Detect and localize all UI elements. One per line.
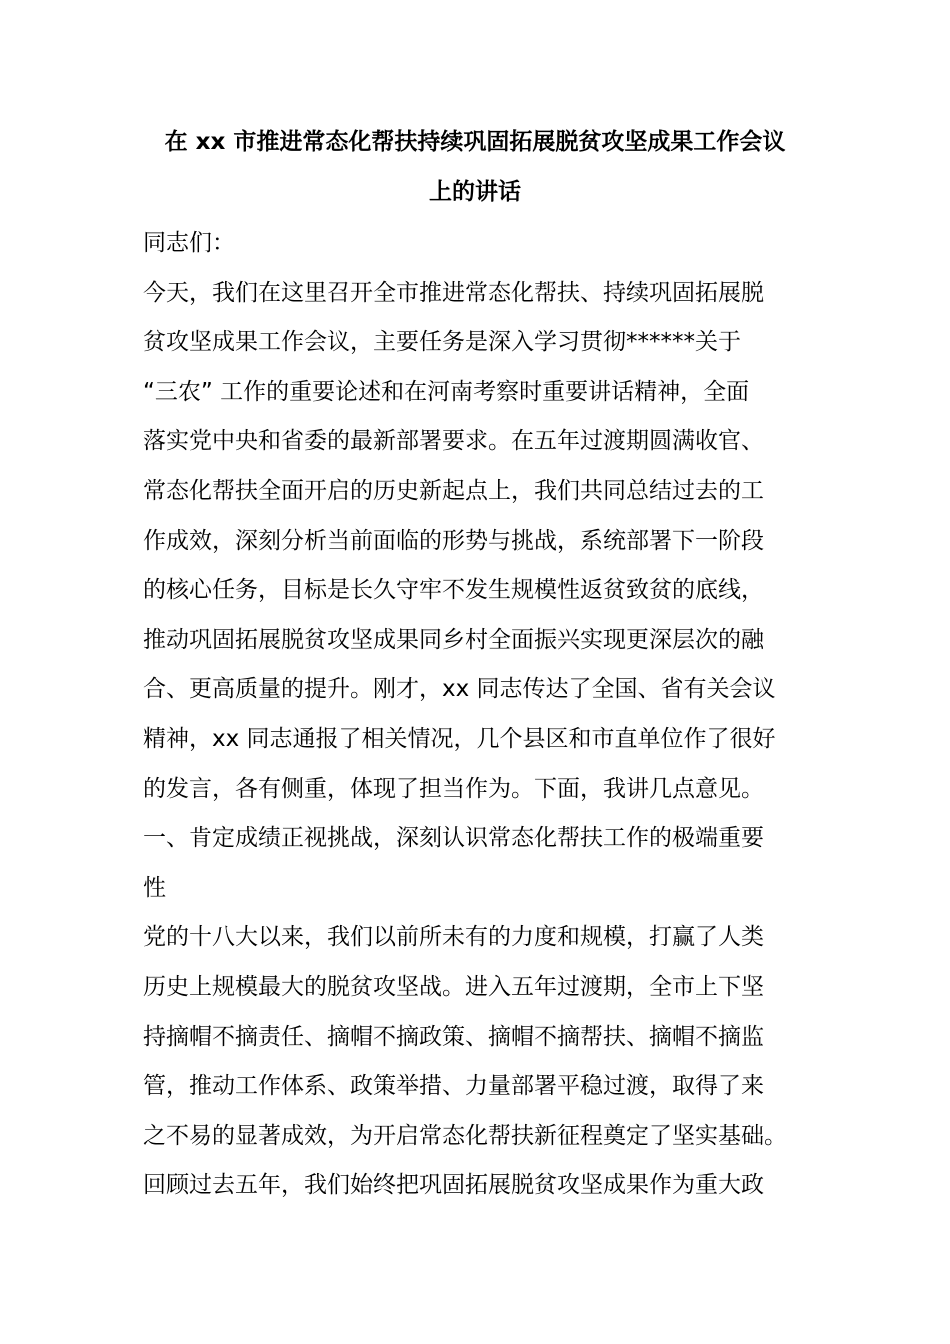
document-title-line-2: 上的讲话 <box>429 179 521 205</box>
paragraph-line: 推动巩固拓展脱贫攻坚成果同乡村全面振兴实现更深层次的融 <box>143 627 764 653</box>
paragraph-line: 的核心任务，目标是长久守牢不发生规模性返贫致贫的底线， <box>143 577 764 603</box>
paragraph-line: 管，推动工作体系、政策举措、力量部署平稳过渡，取得了来 <box>143 1073 764 1099</box>
paragraph-line: 党的十八大以来，我们以前所未有的力度和规模，打赢了人类 <box>143 924 764 950</box>
paragraph-line: 常态化帮扶全面开启的历史新起点上，我们共同总结过去的工 <box>143 478 764 504</box>
paragraph-line: 贫攻坚成果工作会议，主要任务是深入学习贯彻******关于 <box>143 329 741 355</box>
paragraph-line: “三农” 工作的重要论述和在河南考察时重要讲话精神，全面 <box>143 379 750 405</box>
paragraph-line: 今天，我们在这里召开全市推进常态化帮扶、持续巩固拓展脱 <box>143 280 764 306</box>
paragraph-line: 落实党中央和省委的最新部署要求。在五年过渡期圆满收官、 <box>143 428 764 454</box>
section-heading-line: 性 <box>143 875 166 901</box>
paragraph-line: 历史上规模最大的脱贫攻坚战。进入五年过渡期，全市上下坚 <box>143 974 764 1000</box>
paragraph-line: 精神，xx 同志通报了相关情况，几个县区和市直单位作了很好 <box>143 726 776 752</box>
document-title-line-1: 在 xx 市推进常态化帮扶持续巩固拓展脱贫攻坚成果工作会议 <box>164 129 786 155</box>
section-heading-line: 一、肯定成绩正视挑战，深刻认识常态化帮扶工作的极端重要 <box>143 825 764 851</box>
paragraph-line: 的发言，各有侧重，体现了担当作为。下面，我讲几点意见。 <box>143 776 764 802</box>
paragraph-line: 之不易的显著成效，为开启常态化帮扶新征程奠定了坚实基础。 <box>143 1123 787 1149</box>
paragraph-line: 持摘帽不摘责任、摘帽不摘政策、摘帽不摘帮扶、摘帽不摘监 <box>143 1024 764 1050</box>
paragraph-line: 合、更高质量的提升。刚才，xx 同志传达了全国、省有关会议 <box>143 676 776 702</box>
paragraph-line: 回顾过去五年，我们始终把巩固拓展脱贫攻坚成果作为重大政 <box>143 1172 764 1198</box>
paragraph-line: 作成效，深刻分析当前面临的形势与挑战，系统部署下一阶段 <box>143 528 764 554</box>
salutation: 同志们： <box>143 230 235 256</box>
